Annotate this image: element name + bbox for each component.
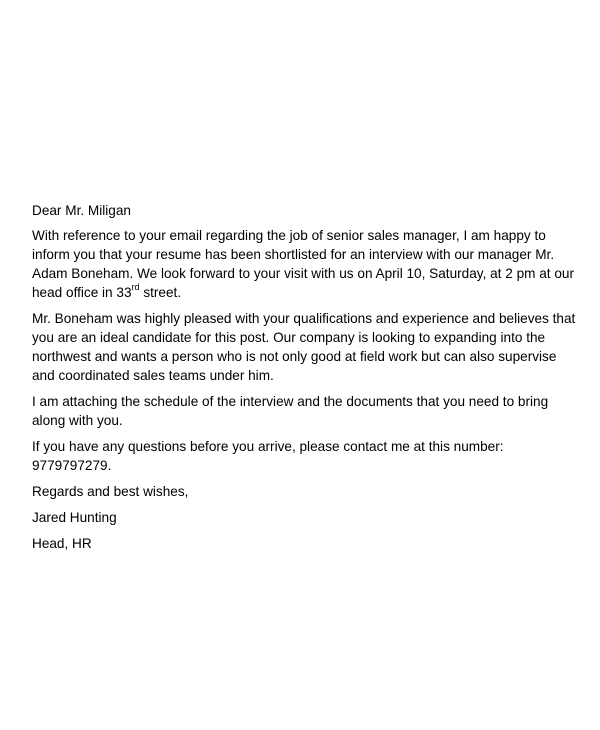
paragraph-1-text: With reference to your email regarding the job of senior sales manager, I am happy to inform you that your resume has been shortlisted for an interview with our manager Mr. Adam Boneham. We look forward to your visit with us on April 10, Saturday, at 2 pm at our head office in 33 <box>32 228 574 300</box>
paragraph-contact: If you have any questions before you arrive, please contact me at this number: 9779797279. <box>32 439 504 473</box>
signature-name: Jared Hunting <box>32 510 117 525</box>
closing: Regards and best wishes, <box>32 484 189 499</box>
paragraph-attachments: I am attaching the schedule of the interview and the documents that you need to bring along with you. <box>32 394 549 428</box>
paragraph-interview-invite <box>32 226 577 302</box>
salutation: Dear Mr. Miligan <box>32 203 131 218</box>
paragraph-qualifications: Mr. Boneham was highly pleased with your qualifications and experience and believes that you are an ideal candidate for this post. Our company is looking to expanding into the northwest and wants a person who is not only good at field work but can also supervise and coordinated sales teams under him. <box>32 311 576 383</box>
letter-body <box>32 201 577 560</box>
ordinal-suffix: rd <box>131 282 140 293</box>
signature-title: Head, HR <box>32 536 92 551</box>
paragraph-1-tail: street. <box>139 285 182 300</box>
